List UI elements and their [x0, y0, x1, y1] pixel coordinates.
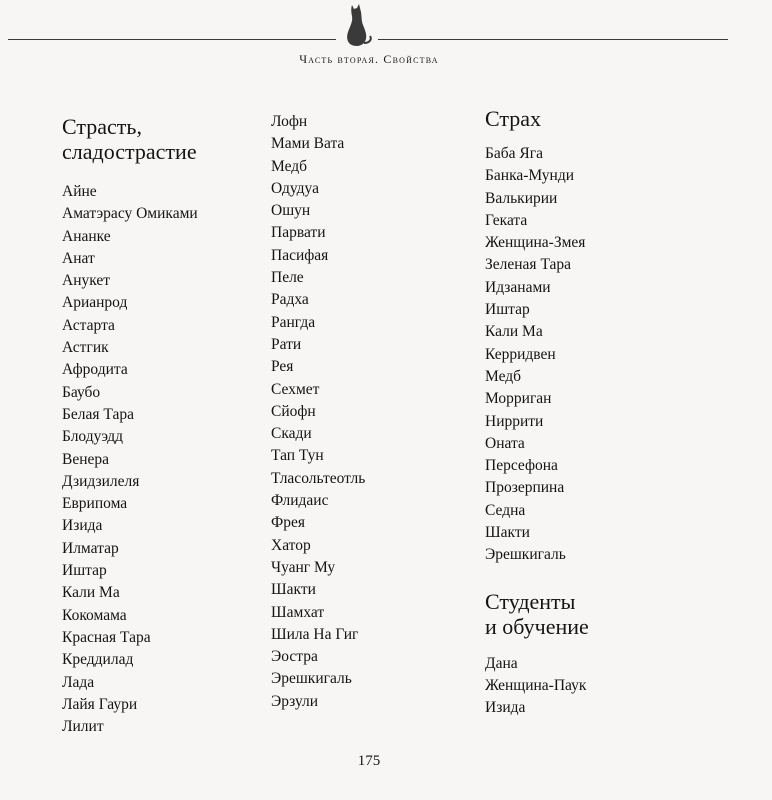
list-item: Женщина-Змея	[485, 234, 586, 252]
list-item: Илматар	[62, 539, 119, 557]
list-item: Тап Тун	[271, 447, 324, 465]
section-heading-passion	[62, 114, 262, 164]
list-item: Геката	[485, 211, 528, 229]
list-item: Флидаис	[271, 492, 329, 510]
list-item: Айне	[62, 183, 97, 200]
list-item: Пеле	[271, 269, 304, 287]
header-rule-right	[378, 39, 728, 40]
list-item: Изида	[485, 699, 526, 717]
list-item: Шила На Гиг	[271, 625, 359, 643]
list-item: Фрея	[271, 514, 306, 532]
list-item: Радха	[271, 291, 309, 309]
list-item: Эрешкигаль	[485, 546, 566, 564]
list-item: Лофн	[271, 113, 308, 130]
list-item: Рати	[271, 335, 302, 353]
list-item: Пасифая	[271, 246, 329, 264]
list-item: Анат	[62, 249, 95, 267]
list-item: Зеленая Тара	[485, 256, 572, 274]
list-item: Арианрод	[62, 294, 128, 312]
list-item: Шакти	[485, 524, 530, 542]
list-item: Лада	[62, 673, 95, 691]
list-item: Сехмет	[271, 380, 320, 398]
list-item: Медб	[271, 157, 308, 175]
list-item: Изида	[62, 517, 103, 535]
list-item: Эостра	[271, 648, 318, 666]
entry-list	[485, 143, 685, 567]
list-item: Дзидзилеля	[62, 472, 140, 490]
list-item: Баубо	[62, 383, 101, 401]
section-heading-students	[485, 589, 685, 639]
list-item: Оната	[485, 434, 525, 452]
running-head: Часть вторая. Свойства	[299, 52, 439, 66]
list-item: Парвати	[271, 224, 326, 242]
list-item: Анукет	[62, 272, 111, 290]
list-item: Блодуэдд	[62, 428, 123, 446]
list-item: Красная Тара	[62, 628, 151, 646]
list-item: Идзанами	[485, 278, 551, 296]
list-item: Кокомама	[62, 606, 127, 624]
cat-ornament-icon	[337, 2, 377, 46]
list-item: Скади	[271, 425, 312, 443]
list-item: Рея	[271, 358, 294, 376]
list-item: Хатор	[271, 536, 311, 554]
entry-list	[62, 181, 262, 738]
list-item: Шамхат	[271, 603, 325, 621]
list-item: Афродита	[62, 361, 128, 379]
list-item: Кали Ма	[62, 584, 120, 602]
list-item: Валькирии	[485, 189, 558, 207]
list-item: Лилит	[62, 718, 104, 736]
list-item: Рангда	[271, 313, 316, 331]
list-item: Мами Вата	[271, 135, 345, 153]
list-item: Сйофн	[271, 402, 316, 420]
list-item: Аматэрасу Омиками	[62, 205, 198, 223]
list-item: Иштар	[62, 562, 107, 580]
list-item: Астарта	[62, 316, 115, 334]
list-item: Дана	[485, 654, 518, 672]
list-item: Иштар	[485, 301, 530, 319]
section-heading-fear	[485, 106, 685, 131]
list-item: Еврипома	[62, 495, 128, 513]
list-item: Керридвен	[485, 345, 556, 363]
heading-line: Студенты	[485, 588, 576, 614]
list-item: Эрзули	[271, 692, 319, 710]
list-item: Прозерпина	[485, 479, 565, 497]
list-item: Шакти	[271, 581, 316, 599]
heading-line: Страсть,	[62, 114, 142, 139]
list-item: Чуанг Му	[271, 558, 336, 576]
list-item: Ниррити	[485, 412, 544, 430]
column-middle	[271, 111, 421, 713]
list-item: Морриган	[485, 390, 552, 408]
column-left	[62, 114, 262, 738]
list-item: Кали Ма	[485, 323, 543, 341]
list-item: Эрешкигаль	[271, 670, 352, 688]
heading-line: Страх	[485, 106, 542, 131]
list-item: Персефона	[485, 457, 558, 475]
heading-line: и обучение	[485, 613, 589, 639]
list-item: Астгик	[62, 339, 109, 357]
list-item: Лайя Гаури	[62, 695, 138, 713]
column-right	[485, 106, 685, 720]
entry-list	[485, 653, 685, 720]
list-item: Баба Яга	[485, 145, 543, 162]
list-item: Одудуа	[271, 179, 319, 197]
list-item: Креддилад	[62, 651, 134, 669]
page-number: 175	[357, 753, 381, 769]
heading-line: сладострастие	[62, 139, 197, 164]
list-item: Венера	[62, 450, 110, 468]
list-item: Банка-Мунди	[485, 167, 575, 185]
list-item: Женщина-Паук	[485, 676, 587, 694]
list-item: Ананке	[62, 227, 111, 245]
list-item: Ошун	[271, 202, 311, 220]
entry-list	[271, 111, 421, 713]
header-rule-left	[8, 39, 336, 40]
list-item: Тласольтеотль	[271, 469, 366, 487]
list-item: Медб	[485, 367, 522, 385]
list-item: Седна	[485, 501, 526, 519]
list-item: Белая Тара	[62, 405, 134, 423]
